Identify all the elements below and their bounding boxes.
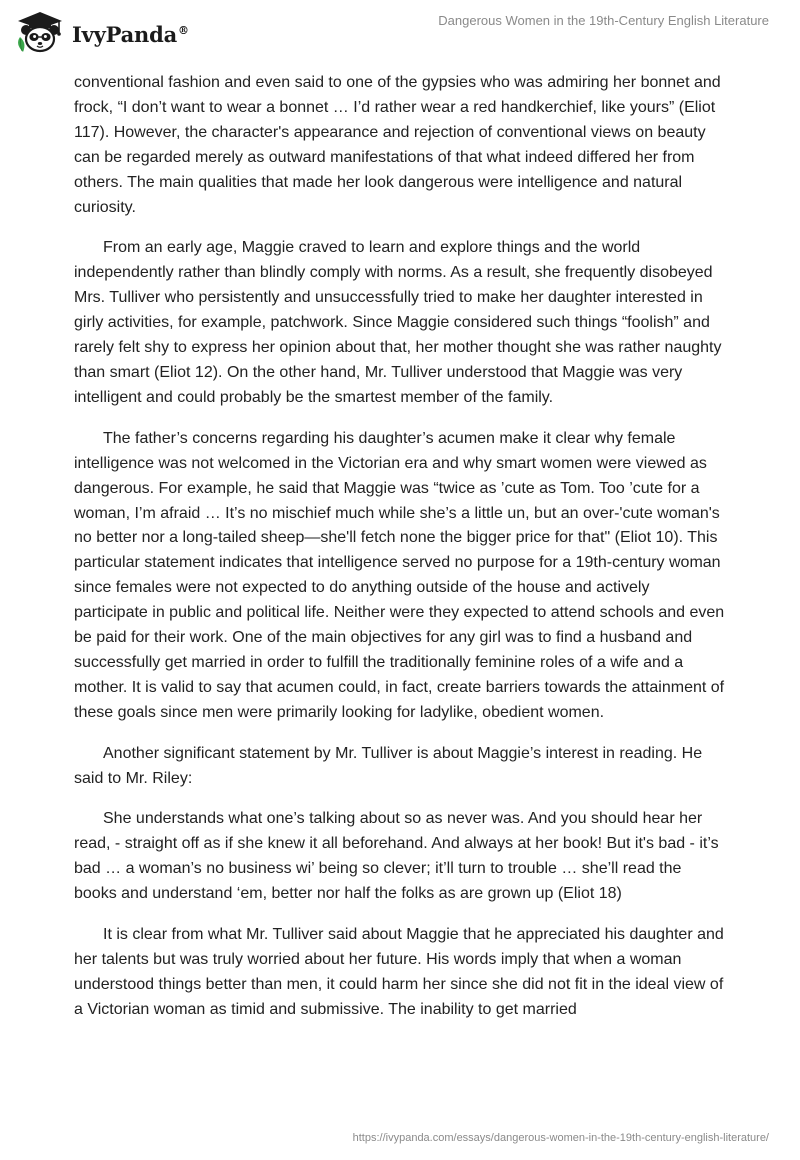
block-quote: She understands what one’s talking about so as never was. And you should hear her read, - straight off as if she knew it all beforehand. And always at her book! But it's bad - it’s bad … a woman’s no business wi’ being so clever; it’ll turn to trouble … she’ll read the books and understand ‘em, better nor half the folks as are grown up (Eliot 18) (74, 810, 719, 903)
document-title: Dangerous Women in the 19th-Century English Literature (438, 13, 769, 28)
panda-graduate-icon (12, 8, 70, 58)
paragraph-6: It is clear from what Mr. Tulliver said about Maggie that he appreciated his daughter and her talents but was truly worried about her future. His words imply that when a woman understood things better than men, it could harm her since she did not fit in the ideal view of a Victorian woman as timid and submissive. The inability to get married (74, 926, 724, 1018)
essay-body (74, 71, 726, 1039)
logo[interactable] (12, 8, 189, 58)
paragraph-4: Another significant statement by Mr. Tulliver is about Maggie’s interest in reading. He said to Mr. Riley: (74, 744, 703, 787)
paragraph-1: conventional fashion and even said to one of the gypsies who was admiring her bonnet and frock, “I don’t want to wear a bonnet … I’d rather wear a red handkerchief, like yours” (Eliot 117). However, the character's appearance and rejection of conventional views on beauty can be regarded merely as outward manifestations of that what indeed differed her from others. The main qualities that made her look dangerous were intelligence and natural curiosity. (74, 74, 721, 216)
logo-text: IvyPanda® (72, 21, 189, 47)
page-header (0, 0, 800, 70)
paragraph-3: The father’s concerns regarding his daughter’s acumen make it clear why female intelligence was not welcomed in the Victorian era and why smart women were viewed as dangerous. For example, he said that Maggie was “twice as ’cute as Tom. Too ’cute for a woman, I’m afraid … It’s no mischief much while she’s a little un, but an over-'cute woman's no better nor a long-tailed sheep—she'll fetch none the bigger price for that" (Eliot 10). This particular statement indicates that intelligence served no purpose for a 19th-century woman since females were not expected to do anything outside of the house and actively participate in public and political life. Neither were they expected to attend schools and even be paid for their work. One of the main objectives for any girl was to find a husband and successfully get married in order to fulfill the traditionally feminine roles of a wife and a mother. It is valid to say that acumen could, in fact, create barriers towards the attainment of these goals since men were primarily looking for ladylike, obedient women. (74, 429, 725, 721)
paragraph-2: From an early age, Maggie craved to learn and explore things and the world independently rather than blindly comply with norms. As a result, she frequently disobeyed Mrs. Tulliver who persistently and unsuccessfully tried to make her daughter interested in girly activities, for example, patchwork. Since Maggie considered such things “foolish” and rarely felt shy to express her opinion about that, her mother thought she was rather naughty than smart (Eliot 12). On the other hand, Mr. Tulliver understood that Maggie was very intelligent and could probably be the smartest member of the family. (74, 239, 722, 406)
source-url[interactable]: https://ivypanda.com/essays/dangerous-women-in-the-19th-century-english-literature/ (352, 1132, 769, 1144)
